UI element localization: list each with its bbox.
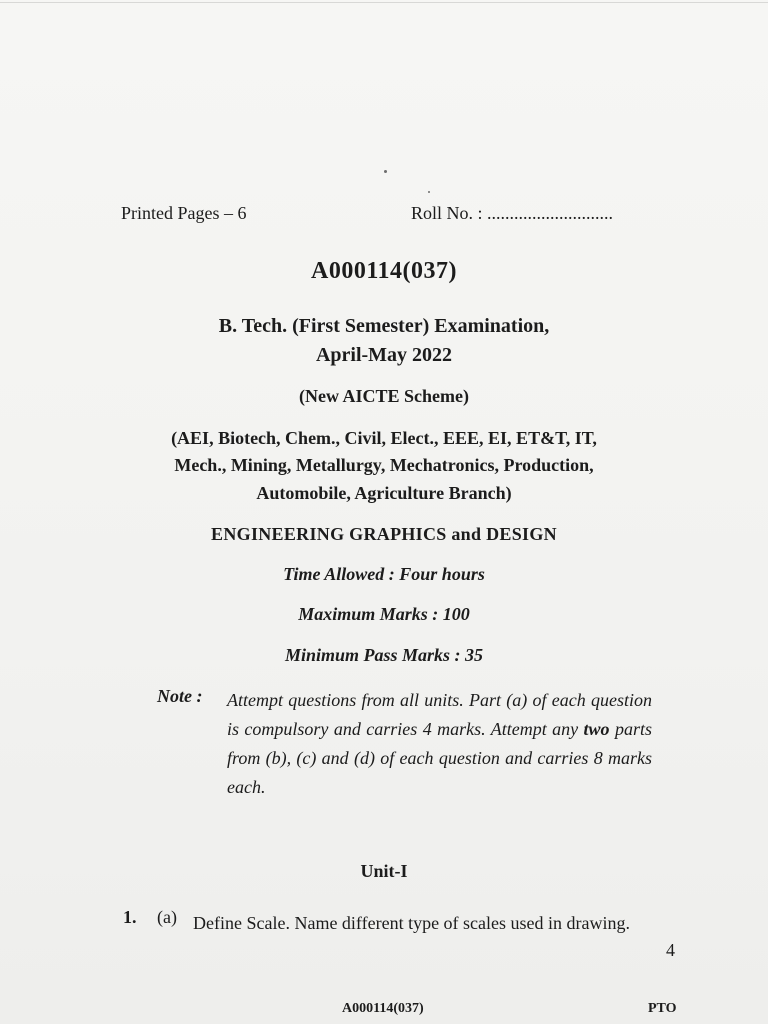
paper-speck [428,191,430,193]
time-allowed: Time Allowed : Four hours [283,564,485,584]
maximum-marks: Maximum Marks : 100 [298,604,470,624]
paper-speck [384,170,387,173]
minimum-pass-marks: Minimum Pass Marks : 35 [284,645,484,665]
question-marks: 4 [666,940,675,960]
branches-line-1: (AEI, Biotech, Chem., Civil, Elect., EEE, EI, ET&T, IT, [171,428,597,448]
exam-title-line-2: April-May 2022 [315,344,453,366]
note-text-emphasis: two [583,719,610,739]
branches-line-2: Mech., Mining, Metallurgy, Mechatronics, Production, [174,455,594,475]
subject-title: ENGINEERING GRAPHICS and DESIGN [211,524,557,544]
exam-title-line-1: B. Tech. (First Semester) Examination, [218,315,550,337]
note-label: Note : [157,686,203,706]
unit-heading: Unit-I [360,861,408,881]
question-text: Define Scale. Name different type of scales used in drawing. [193,913,631,933]
scheme-label: (New AICTE Scheme) [299,386,469,406]
question-part: (a) [157,907,177,927]
paper-code: A000114(037) [311,258,457,284]
note-text [227,686,652,802]
note-text-part-2: parts from (b), (c) and (d) of each question and carries 8 marks each. [227,719,652,797]
note-text-part-1: Attempt questions from all units. Part (a) of each question is compulsory and carries 4 marks. Attempt any [227,690,652,739]
footer-paper-code: A000114(037) [342,1001,424,1016]
roll-number-field: Roll No. : ............................ [411,203,614,223]
printed-pages: Printed Pages – 6 [121,203,247,223]
footer-pto: PTO [648,1001,677,1016]
page-top-edge [0,2,768,3]
question-number: 1. [123,907,137,927]
branches-line-3: Automobile, Agriculture Branch) [256,483,512,503]
